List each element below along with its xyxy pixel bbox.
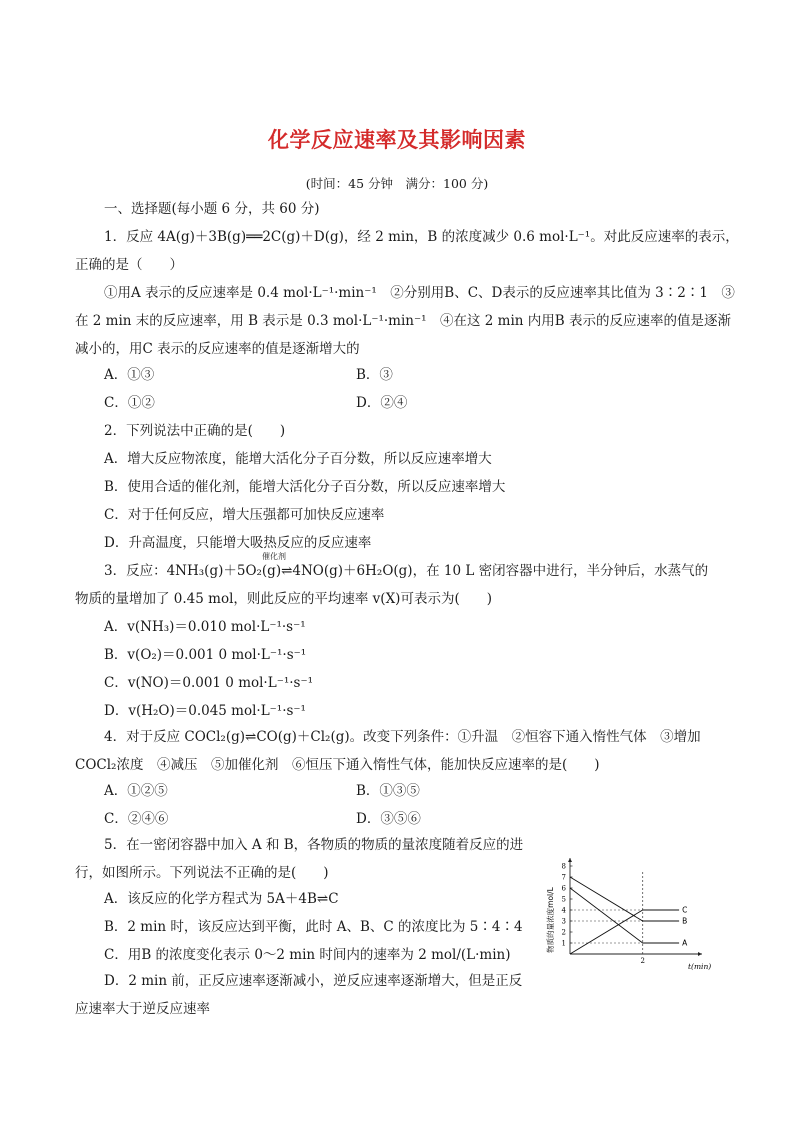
q2-option-d: D．升高温度，只能增大吸热反应的反应速率 xyxy=(104,535,372,551)
series-label-A: A xyxy=(682,938,688,948)
q1-option-a: A．①③ xyxy=(104,367,155,383)
q4-stem-cont: COCl₂浓度 ④减压 ⑤加催化剂 ⑥恒压下通入惰性气体，能加快反应速率的是( ) xyxy=(75,757,600,773)
q5-option-a: A．该反应的化学方程式为 5A＋4B⇌C xyxy=(104,891,339,907)
q4-option-a: A．①②⑤ xyxy=(104,783,168,799)
q5-stem: 5．在一密闭容器中加入 A 和 B，各物质的物质的量浓度随着反应的进 xyxy=(104,837,524,853)
y-tick-label: 7 xyxy=(561,873,566,882)
y-tick-label: 4 xyxy=(561,906,566,915)
y-axis-label: 物质的量浓度mol/L xyxy=(546,887,555,953)
q1-option-d: D．②④ xyxy=(356,395,408,411)
y-tick-label: 1 xyxy=(561,939,566,948)
section-heading: 一、选择题(每小题 6 分，共 60 分) xyxy=(104,201,320,217)
q2-option-c: C．对于任何反应，增大压强都可加快反应速率 xyxy=(104,507,385,523)
q3-option-a: A．v(NH₃)＝0.010 mol·L⁻¹·s⁻¹ xyxy=(104,619,306,635)
q2-stem: 2．下列说法中正确的是( ) xyxy=(104,423,286,439)
y-tick-label: 6 xyxy=(561,884,566,893)
q3-option-c: C．v(NO)＝0.001 0 mol·L⁻¹·s⁻¹ xyxy=(104,675,313,691)
y-tick-label: 8 xyxy=(561,862,566,871)
q3-stem: 3．反应：4NH₃(g)＋5O₂(g)⇌4NO(g)＋6H₂O(g)，在 10 L 密闭容器中进行，半分钟后，水蒸气的 xyxy=(104,563,709,579)
q4-stem: 4．对于反应 COCl₂(g)⇌CO(g)＋Cl₂(g)。改变下列条件：①升温 ②恒容下通入惰性气体 ③增加 xyxy=(104,729,701,745)
page-title: 化学反应速率及其影响因素 xyxy=(268,128,526,152)
q1-statements-end: 减小的，用C 表示的反应速率的值是逐渐增大的 xyxy=(75,341,360,357)
q1-stem-cont: 正确的是（ ） xyxy=(75,257,183,273)
series-label-C: C xyxy=(682,905,688,915)
y-axis-arrow xyxy=(568,858,572,862)
q1-option-c: C．①② xyxy=(104,395,155,411)
q3-catalyst-label: 催化剂 xyxy=(262,552,286,561)
q4-option-d: D．③⑤⑥ xyxy=(356,811,421,827)
x-tick-label: 2 xyxy=(640,957,645,965)
x-axis-label: t(min) xyxy=(688,962,712,971)
q3-option-d: D．v(H₂O)＝0.045 mol·L⁻¹·s⁻¹ xyxy=(104,703,306,719)
y-tick-label: 2 xyxy=(561,928,566,937)
q5-stem-cont: 行，如图所示。下列说法不正确的是( ) xyxy=(75,865,329,881)
q2-option-a: A．增大反应物浓度，能增大活化分子百分数，所以反应速率增大 xyxy=(104,451,492,467)
q1-option-b: B．③ xyxy=(356,367,393,383)
y-tick-label: 3 xyxy=(561,917,566,926)
x-axis-arrow xyxy=(698,952,702,956)
concentration-time-chart xyxy=(540,856,720,976)
q1-statements-cont: 在 2 min 末的反应速率，用 B 表示是 0.3 mol·L⁻¹·min⁻¹ ④在这 2 min 内用B 表示的反应速率的值是逐渐 xyxy=(75,313,732,329)
q1-statements: ①用A 表示的反应速率是 0.4 mol·L⁻¹·min⁻¹ ②分别用B、C、D表示的反应速率其比值为 3∶2∶1 ③ xyxy=(104,285,735,301)
q4-option-b: B．①③⑤ xyxy=(356,783,420,799)
series-line-B xyxy=(570,877,679,921)
q5-option-d: D．2 min 前，正反应速率逐渐减小，逆反应速率逐渐增大，但是正反 xyxy=(104,973,523,989)
q4-option-c: C．②④⑥ xyxy=(104,811,169,827)
exam-meta: (时间：45 分钟 满分：100 分) xyxy=(305,176,489,191)
series-label-B: B xyxy=(682,916,688,926)
q2-option-b: B．使用合适的催化剂，能增大活化分子百分数，所以反应速率增大 xyxy=(104,479,506,495)
series-line-C xyxy=(570,910,679,954)
series-line-A xyxy=(570,888,679,943)
q5-option-d-cont: 应速率大于逆反应速率 xyxy=(75,1001,210,1017)
y-tick-label: 5 xyxy=(561,895,566,904)
q5-option-b: B．2 min 时，该反应达到平衡，此时 A、B、C 的浓度比为 5∶4∶4 xyxy=(104,919,523,935)
q1-stem: 1．反应 4A(g)＋3B(g)══2C(g)＋D(g)，经 2 min，B 的浓度减少 0.6 mol·L⁻¹。对此反应速率的表示， xyxy=(104,229,739,245)
q5-option-c: C．用B 的浓度变化表示 0～2 min 时间内的速率为 2 mol/(L·min) xyxy=(104,947,511,963)
q3-stem-cont: 物质的量增加了 0.45 mol，则此反应的平均速率 v(X)可表示为( ) xyxy=(75,591,492,607)
q3-option-b: B．v(O₂)＝0.001 0 mol·L⁻¹·s⁻¹ xyxy=(104,647,307,663)
